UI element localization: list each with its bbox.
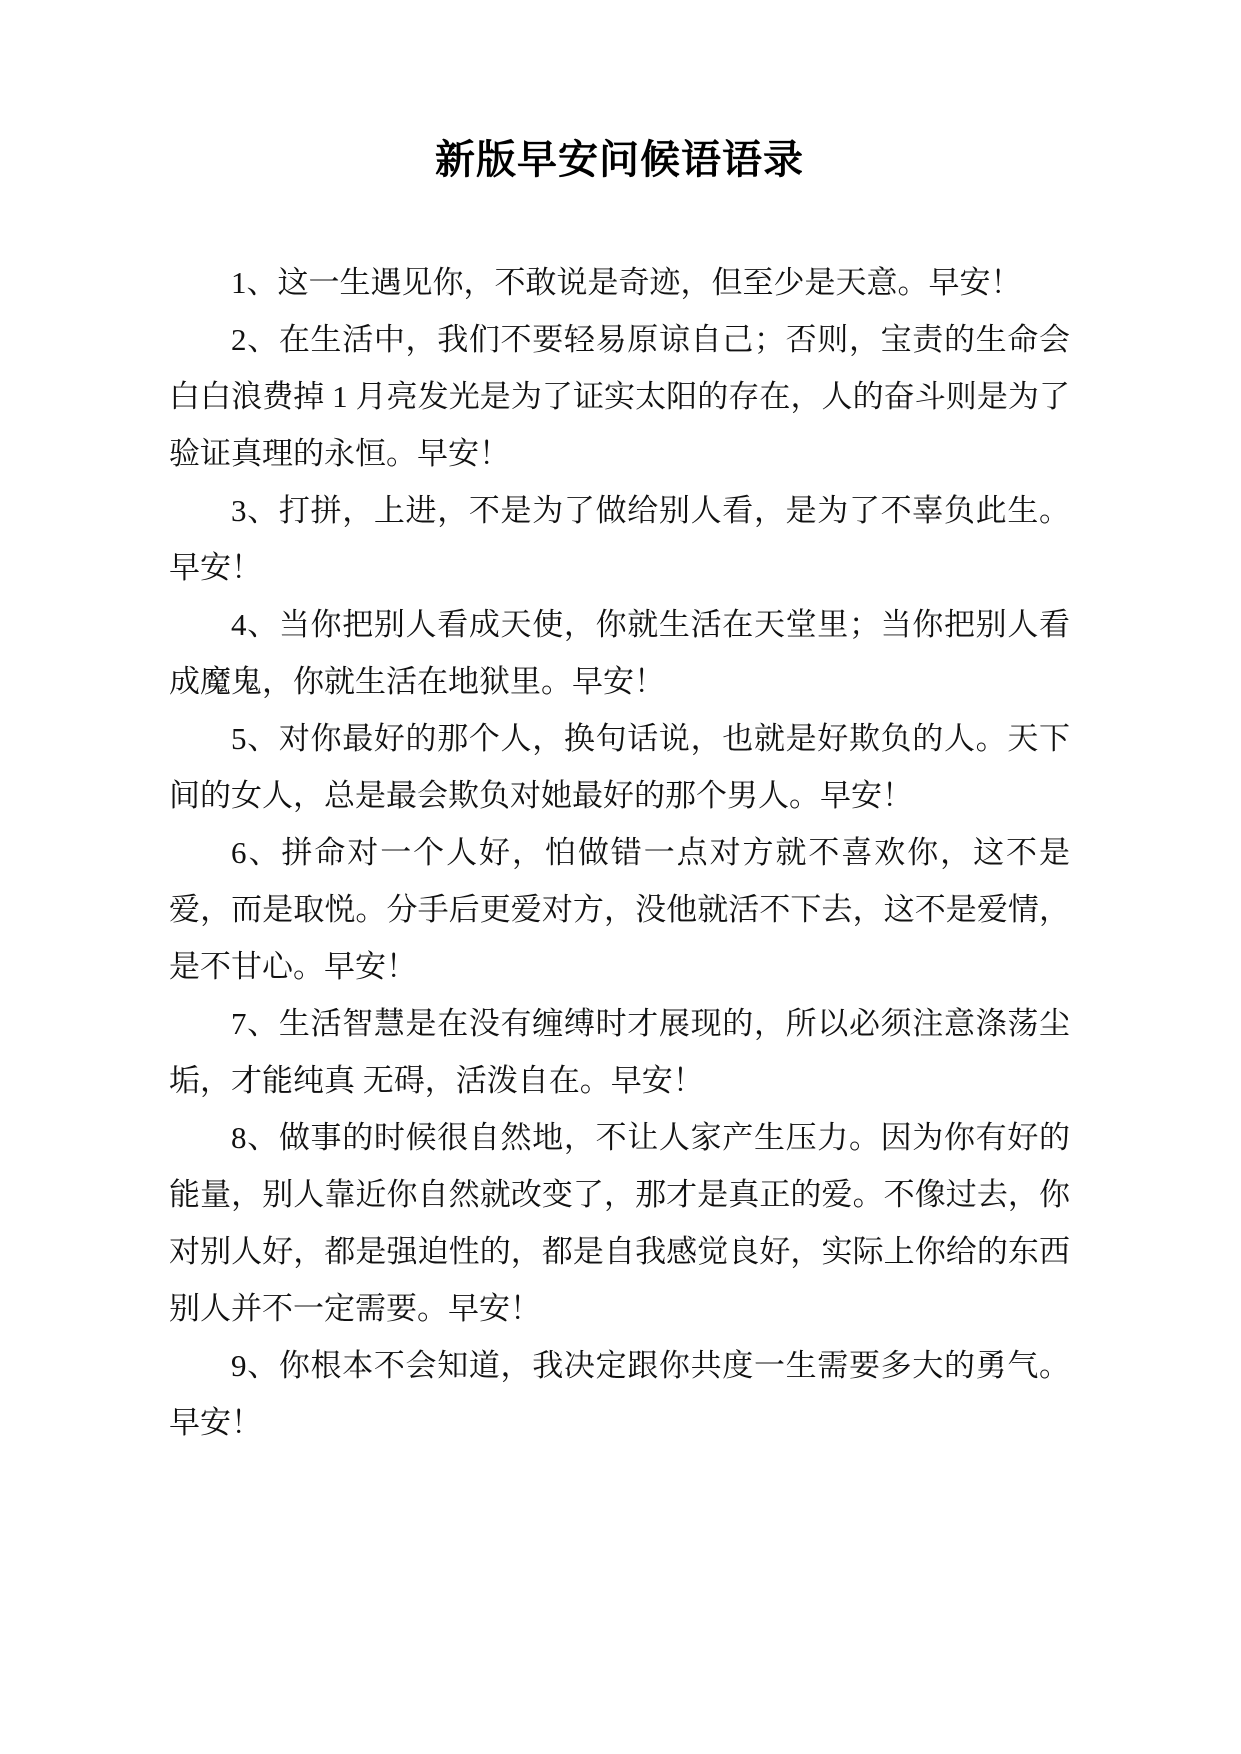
page-title: 新版早安问候语语录	[435, 137, 804, 182]
quote-paragraph: 1、这一生遇见你，不敢说是奇迹，但至少是天意。早安！	[231, 265, 1022, 300]
quote-paragraph: 8、做事的时候很自然地，不让人家产生压力。因为你有好的能量，别人靠近你自然就改变了，那才是真正的爱。不像过去，你对别人好，都是强迫性的，都是自我感觉良好，实际上你给的东西别人并不一定需要。早安！	[169, 1120, 1070, 1326]
quote-paragraph: 9、你根本不会知道，我决定跟你共度一生需要多大的勇气。早安！	[169, 1348, 1070, 1440]
quote-list	[169, 254, 1070, 1451]
quote-paragraph: 3、打拼，上进，不是为了做给别人看，是为了不辜负此生。早安！	[169, 493, 1070, 585]
quote-paragraph: 4、当你把别人看成天使，你就生活在天堂里；当你把别人看成魔鬼，你就生活在地狱里。早安！	[169, 607, 1070, 699]
quote-paragraph: 5、对你最好的那个人，换句话说，也就是好欺负的人。天下间的女人，总是最会欺负对她最好的那个男人。早安！	[169, 721, 1070, 813]
quote-paragraph: 2、在生活中，我们不要轻易原谅自己；否则，宝责的生命会白白浪费掉 1 月亮发光是为了证实太阳的存在，人的奋斗则是为了验证真理的永恒。早安！	[169, 322, 1070, 471]
quote-paragraph: 6、拼命对一个人好，怕做错一点对方就不喜欢你，这不是爱，而是取悦。分手后更爱对方，没他就活不下去，这不是爱情，是不甘心。早安！	[169, 835, 1070, 984]
quote-paragraph: 7、生活智慧是在没有缠缚时才展现的，所以必须注意涤荡尘垢，才能纯真 无碍，活泼自在。早安！	[169, 1006, 1070, 1098]
